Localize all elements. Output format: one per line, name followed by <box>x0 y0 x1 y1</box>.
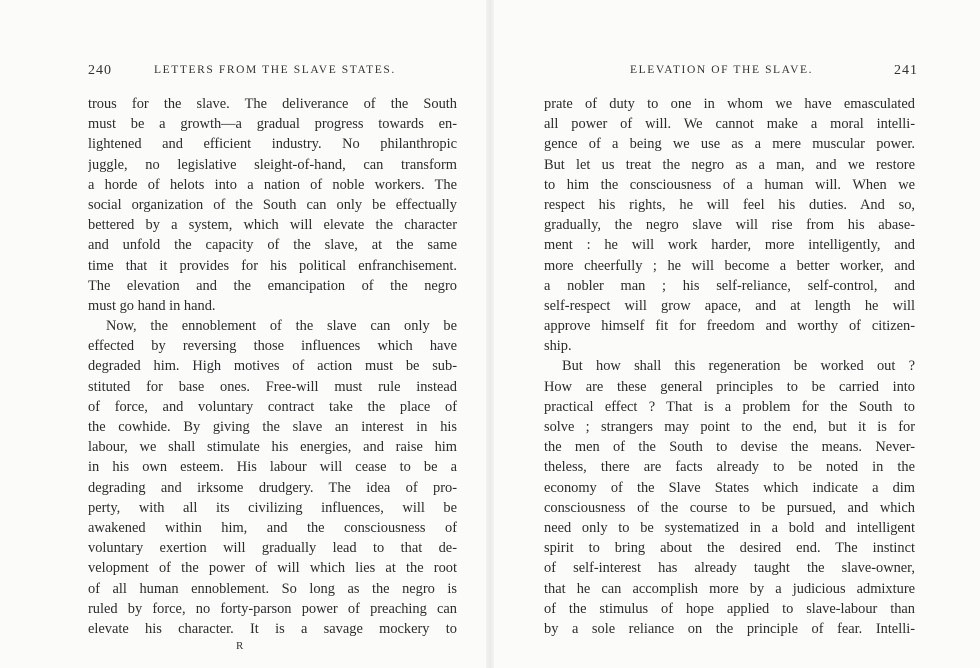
text-line: economy of the Slave States which indicate a dim <box>544 479 915 496</box>
text-line: time that it provides for his political enfranchisement. <box>88 257 457 274</box>
text-line: in his own esteem. His labour will cease to be a <box>88 459 457 476</box>
text-line: of all human ennoblement. So long as the negro is <box>88 580 457 597</box>
text-line: that he can accomplish more by a judicious admixture <box>544 580 915 597</box>
text-line: degrading and irksome drudgery. The idea of pro- <box>88 479 457 496</box>
left-running-head <box>88 64 460 82</box>
text-line: perty, with all its civilizing influences, will be <box>88 499 457 516</box>
text-line: ruled by force, no forty-parson power of preaching can <box>88 600 457 617</box>
text-line: consciousness of the course to be pursued, and which <box>544 499 915 516</box>
right-page <box>490 0 980 668</box>
text-line: But how shall this regeneration be worked out ? <box>562 358 915 375</box>
text-line: gradually, the negro slave will rise from his abase- <box>544 217 915 234</box>
text-line: velopment of the power of will which lies at the root <box>88 560 457 577</box>
text-line: must be a growth—a gradual progress towards en- <box>88 116 457 133</box>
text-line: to him the consciousness of a human will. When we <box>544 176 915 193</box>
text-line: effected by reversing those influences which have <box>88 338 457 355</box>
text-line: by a sole reliance on the principle of fear. Intelli- <box>544 620 915 637</box>
text-line: gence of a being we use as a mere muscular power. <box>544 136 915 153</box>
text-line: social organization of the South can only be effectually <box>88 196 457 213</box>
right-page-number: 241 <box>894 63 918 78</box>
text-line: How are these general principles to be carried into <box>544 378 915 395</box>
text-line: elevate his character. It is a savage mockery to <box>88 620 457 637</box>
text-line: need only to be systematized in a bold and intelligent <box>544 519 915 536</box>
text-line: all power of will. We cannot make a moral intelli- <box>544 116 915 133</box>
signature-mark: R <box>236 640 244 652</box>
text-line: must go hand in hand. <box>88 297 216 314</box>
left-running-title: LETTERS FROM THE SLAVE STATES. <box>154 64 396 76</box>
right-body-text <box>544 94 915 639</box>
text-line: the cowhide. By giving the slave an interest in his <box>88 419 457 435</box>
text-line: Now, the ennoblement of the slave can only be <box>106 318 457 335</box>
text-line: ship. <box>544 338 572 355</box>
text-line: stituted for base ones. Free-will must rule instead <box>88 378 457 395</box>
right-running-head <box>546 64 918 82</box>
text-line: a nobler man ; his self-reliance, self-control, and <box>544 277 915 294</box>
text-line: prate of duty to one in whom we have emasculated <box>544 96 915 112</box>
right-running-title: ELEVATION OF THE SLAVE. <box>630 64 814 76</box>
text-line: labour, we shall stimulate his energies, and raise him <box>88 439 457 456</box>
text-line: juggle, no legislative sleight-of-hand, can transform <box>88 156 457 173</box>
text-line: of force, and voluntary contract take the place of <box>88 398 457 415</box>
text-line: practical effect ? That is a problem for the South to <box>544 398 915 415</box>
text-line: The elevation and the emancipation of the negro <box>88 277 457 294</box>
text-line: and unfold the capacity of the slave, at the same <box>88 237 457 254</box>
text-line: lightened and efficient industry. No philanthropic <box>88 136 457 153</box>
text-line: trous for the slave. The deliverance of the South <box>88 96 457 112</box>
text-line: voluntary exertion will gradually lead to that de- <box>88 540 457 557</box>
text-line: the men of the South to devise the means. Never- <box>544 439 915 456</box>
text-line: But let us treat the negro as a man, and we restore <box>544 156 915 173</box>
text-line: bettered by a system, which will elevate the character <box>88 217 457 234</box>
text-line: respect his rights, he will feel his duties. And so, <box>544 196 915 213</box>
text-line: solve ; strangers may point to the end, but it is for <box>544 419 915 435</box>
text-line: awakened within him, and the consciousness of <box>88 519 457 536</box>
text-line: ment : he will work harder, more intelligently, and <box>544 237 915 254</box>
left-page-number: 240 <box>88 63 112 78</box>
text-line: a horde of helots into a nation of noble workers. The <box>88 176 457 193</box>
text-line: of self-interest has already taught the slave-owner, <box>544 560 915 577</box>
text-line: self-respect will grow apace, and at length he will <box>544 297 915 314</box>
text-line: of the stimulus of hope applied to slave-labour than <box>544 600 915 617</box>
text-line: approve himself fit for freedom and worthy of citizen- <box>544 318 915 335</box>
text-line: more cheerfully ; he will become a better worker, and <box>544 257 915 274</box>
text-line: degraded him. High motives of action must be sub- <box>88 358 457 375</box>
text-line: theless, there are facts already to be noted in the <box>544 459 915 476</box>
left-body-text <box>88 94 457 639</box>
text-line: spirit to bring about the desired end. The instinct <box>544 540 915 557</box>
